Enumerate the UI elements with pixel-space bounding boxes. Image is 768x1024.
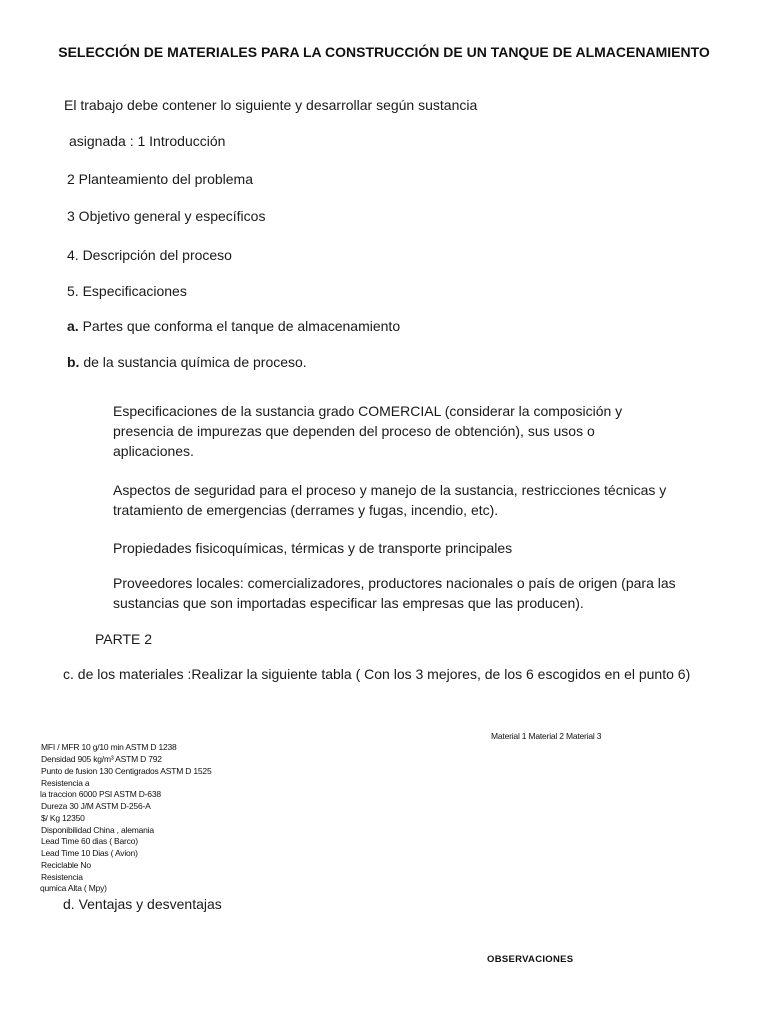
- table-row: qumica Alta ( Mpy): [40, 883, 107, 893]
- list-item-objetivo: 3 Objetivo general y específicos: [67, 208, 266, 224]
- item-a-text: Partes que conforma el tanque de almacenamiento: [78, 318, 401, 334]
- table-row: Densidad 905 kg/m³ ASTM D 792: [41, 754, 162, 764]
- item-b-label: b.: [67, 354, 80, 370]
- intro-text: El trabajo debe contener lo siguiente y desarrollar según sustancia: [64, 97, 478, 113]
- table-row: Disponibilidad China , alemania: [41, 825, 154, 835]
- table-row: la traccion 6000 PSI ASTM D-638: [40, 789, 161, 799]
- sub-paragraph-propiedades: Propiedades fisicoquímicas, térmicas y de transporte principales: [113, 540, 513, 556]
- table-row: Lead Time 10 Dias ( Avion): [41, 848, 138, 858]
- table-header: Material 1 Material 2 Material 3: [491, 731, 602, 741]
- item-b-text: de la sustancia química de proceso.: [79, 354, 307, 370]
- sub-paragraph-especificaciones: Especificaciones de la sustancia grado COMERCIAL (considerar la composición y presencia de impurezas que dependen del proceso de obtención), sus usos o aplicaciones.: [113, 403, 623, 459]
- list-item-d: d. Ventajas y desventajas: [63, 896, 222, 912]
- observaciones-label: OBSERVACIONES: [487, 954, 574, 965]
- table-row: Resistencia: [41, 872, 83, 882]
- table-row: Resistencia a: [41, 778, 90, 788]
- sub-paragraph-proveedores: Proveedores locales: comercializadores, productores nacionales o país de origen (para las sustancias que son importadas especificar las empresas que las producen).: [113, 575, 676, 611]
- sub-paragraph-seguridad: Aspectos de seguridad para el proceso y manejo de la sustancia, restricciones técnicas y tratamiento de emergencias (derrames y fugas, incendio, etc).: [113, 482, 667, 518]
- list-item-introduccion: asignada : 1 Introducción: [69, 133, 226, 149]
- list-item-planteamiento: 2 Planteamiento del problema: [67, 171, 254, 187]
- list-item-especificaciones: 5. Especificaciones: [67, 283, 187, 299]
- table-row: $/ Kg 12350: [41, 813, 85, 823]
- list-item-descripcion: 4. Descripción del proceso: [67, 247, 232, 263]
- table-row: Reciclable No: [41, 860, 91, 870]
- table-row: Lead Time 60 dias ( Barco): [41, 836, 138, 846]
- table-row: MFI / MFR 10 g/10 min ASTM D 1238: [41, 742, 177, 752]
- table-row: Punto de fusion 130 Centigrados ASTM D 1525: [41, 766, 212, 776]
- table-row: Dureza 30 J/M ASTM D-256-A: [41, 801, 151, 811]
- page-title: SELECCIÓN DE MATERIALES PARA LA CONSTRUCCIÓN DE UN TANQUE DE ALMACENAMIENTO: [58, 44, 710, 60]
- list-item-b: [67, 353, 307, 371]
- section-heading-parte-2: PARTE 2: [95, 631, 153, 647]
- list-item-c: c. de los materiales :Realizar la siguiente tabla ( Con los 3 mejores, de los 6 escogidos en el punto 6): [63, 666, 691, 682]
- list-item-a: [67, 317, 400, 335]
- item-a-label: a.: [67, 318, 79, 334]
